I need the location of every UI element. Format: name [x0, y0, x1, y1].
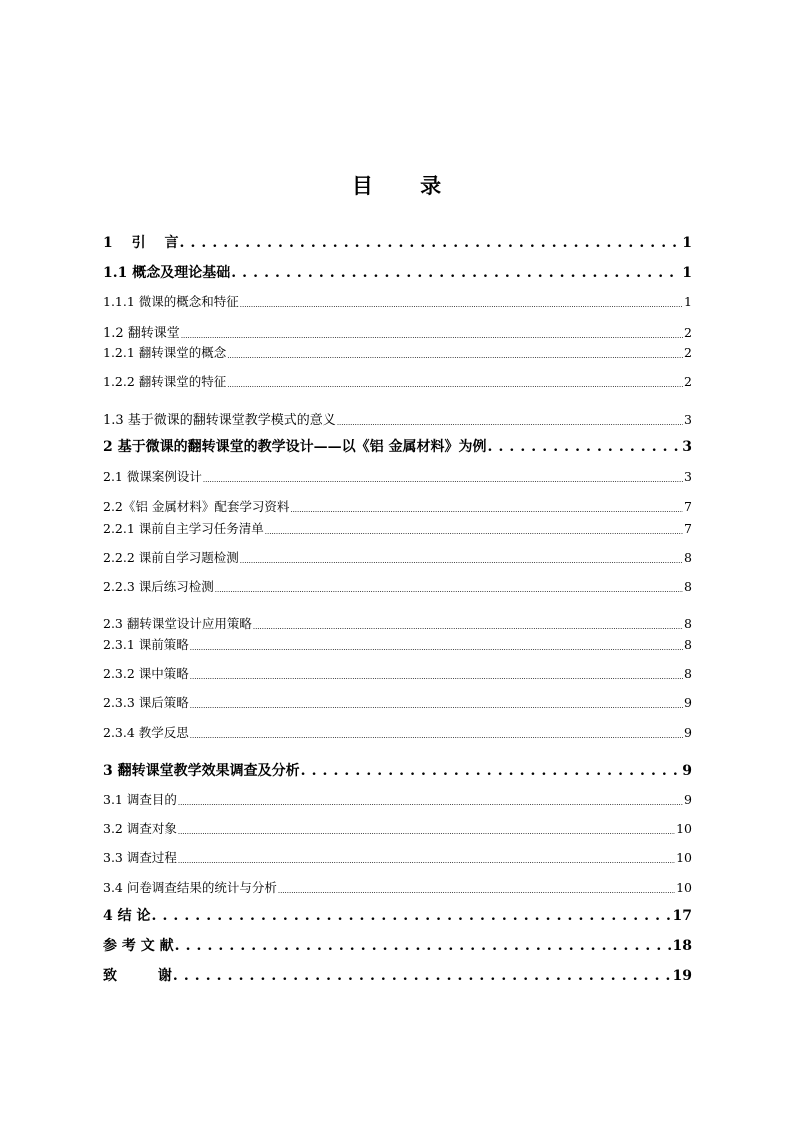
toc-leader: [190, 729, 683, 741]
toc-entry-page: 1: [682, 235, 692, 251]
toc-entry-page: 1: [682, 265, 692, 281]
toc-entry-label: 4 结 论: [103, 908, 151, 924]
toc-entry-label: 2.2.1 课前自主学习任务清单: [103, 521, 264, 536]
toc-entry-label: 2.2.3 课后练习检测: [103, 579, 214, 594]
toc-leader: [488, 439, 682, 455]
toc-entry[interactable]: [103, 577, 692, 595]
toc-entry[interactable]: [103, 262, 692, 282]
toc-entry[interactable]: [103, 635, 692, 653]
toc-entry-label: 2.3.2 课中策略: [103, 666, 189, 681]
toc-entry-page: 8: [684, 666, 692, 681]
toc-entry-page: 2: [684, 374, 692, 389]
toc-entry-page: 3: [684, 412, 692, 427]
toc-entry-page: 3: [682, 439, 692, 455]
toc-entry-page: 9: [684, 725, 692, 740]
toc-leader: [203, 473, 683, 485]
toc-entry[interactable]: [103, 519, 692, 537]
toc-entry-page: 8: [684, 637, 692, 652]
toc-entry[interactable]: [103, 848, 692, 866]
toc-entry[interactable]: [103, 497, 692, 515]
toc-entry-page: 9: [684, 792, 692, 807]
toc-entry-page: 1: [684, 294, 692, 309]
toc-entry-label: 2.3.3 课后策略: [103, 695, 189, 710]
toc-entry-label: 1.2 翻转课堂: [103, 326, 180, 341]
toc-entry-label: 2.2《铝 金属材料》配套学习资料: [103, 499, 290, 514]
toc-entry-page: 10: [676, 880, 692, 895]
toc-entry[interactable]: [103, 790, 692, 808]
toc-entry[interactable]: [103, 965, 692, 985]
toc-leader: [190, 670, 683, 682]
toc-leader: [231, 265, 681, 281]
toc-entry-label: 3 翻转课堂教学效果调查及分析: [103, 763, 300, 779]
toc-entry[interactable]: [103, 935, 692, 955]
toc-entry-page: 9: [684, 695, 692, 710]
toc-entry-label: 1.1.1 微课的概念和特征: [103, 294, 239, 309]
toc-entry-label: 2.2.2 课前自学习题检测: [103, 550, 239, 565]
toc-entry-label: 3.1 调查目的: [103, 792, 177, 807]
toc-entry-label: 1.2.2 翻转课堂的特征: [103, 374, 227, 389]
toc-entry-label: 2.3.4 教学反思: [103, 725, 189, 740]
toc-entry-page: 10: [676, 850, 692, 865]
toc-leader: [175, 938, 672, 954]
toc-entry[interactable]: [103, 878, 692, 896]
toc-entry-label: 2 基于微课的翻转课堂的教学设计——以《铝 金属材料》为例: [103, 439, 487, 455]
toc-entry[interactable]: [103, 905, 692, 925]
toc-entry[interactable]: [103, 614, 692, 632]
toc-entry-page: 18: [672, 938, 692, 954]
toc-entry-label: 3.2 调查对象: [103, 821, 177, 836]
toc-entry-label: 1.2.1 翻转课堂的概念: [103, 345, 227, 360]
toc-entry-page: 7: [684, 521, 692, 536]
page-title: 目 录: [351, 174, 462, 198]
toc-leader: [337, 417, 683, 428]
toc-entry[interactable]: [103, 436, 692, 456]
toc-entry[interactable]: [103, 232, 692, 252]
toc-entry-label: 2.3.1 课前策略: [103, 637, 189, 652]
toc-leader: [253, 620, 683, 632]
toc-leader: [180, 235, 682, 251]
toc-entry-page: 8: [684, 550, 692, 565]
toc-entry-label: 参 考 文 献: [103, 938, 174, 954]
toc-entry-page: 3: [684, 469, 692, 484]
toc-leader: [178, 796, 683, 808]
toc-entry[interactable]: [103, 322, 692, 341]
toc-entry-page: 2: [684, 345, 692, 360]
toc-leader: [240, 554, 683, 566]
toc-entry[interactable]: [103, 760, 692, 780]
toc-entry-page: 8: [684, 579, 692, 594]
toc-entry[interactable]: [103, 409, 692, 428]
toc-entry-label: 1.3 基于微课的翻转课堂教学模式的意义: [103, 413, 336, 428]
toc-entry[interactable]: [103, 664, 692, 682]
toc-entry[interactable]: [103, 292, 692, 310]
toc-entry-label: 2.1 微课案例设计: [103, 469, 202, 484]
toc-leader: [173, 968, 672, 984]
toc-leader: [178, 825, 675, 837]
toc-leader: [227, 378, 683, 390]
toc-entry-page: 10: [676, 821, 692, 836]
toc-entry[interactable]: [103, 819, 692, 837]
toc-entry-page: 2: [684, 325, 692, 340]
toc-leader: [278, 884, 675, 896]
toc-entry[interactable]: [103, 372, 692, 390]
toc-entry-page: 9: [682, 763, 692, 779]
toc-entry[interactable]: [103, 467, 692, 485]
toc-leader: [190, 641, 683, 653]
toc-entry-page: 7: [684, 499, 692, 514]
toc-entry[interactable]: [103, 343, 692, 361]
toc-entry-page: 17: [672, 908, 692, 924]
toc-entry-label: 致 谢: [103, 968, 172, 984]
toc-leader: [227, 349, 683, 361]
toc-leader: [265, 525, 683, 537]
toc-leader: [301, 763, 682, 779]
toc-entry[interactable]: [103, 693, 692, 711]
toc-entry-label: 1.1 概念及理论基础: [103, 265, 231, 281]
toc-entry-page: 8: [684, 616, 692, 631]
toc-leader: [240, 298, 683, 310]
toc-leader: [215, 583, 683, 595]
toc-entry-label: 3.3 调查过程: [103, 850, 177, 865]
toc-entry-page: 19: [672, 968, 692, 984]
toc-entry-label: 2.3 翻转课堂设计应用策略: [103, 616, 252, 631]
toc-entry[interactable]: [103, 548, 692, 566]
toc-entry-label: 1 引 言: [103, 235, 179, 251]
toc-entry-label: 3.4 问卷调查结果的统计与分析: [103, 880, 277, 895]
toc-entry[interactable]: [103, 723, 692, 741]
toc-leader: [181, 330, 683, 341]
toc-leader: [290, 503, 683, 515]
toc-leader: [152, 908, 672, 924]
toc-leader: [190, 699, 683, 711]
toc-leader: [178, 854, 675, 866]
